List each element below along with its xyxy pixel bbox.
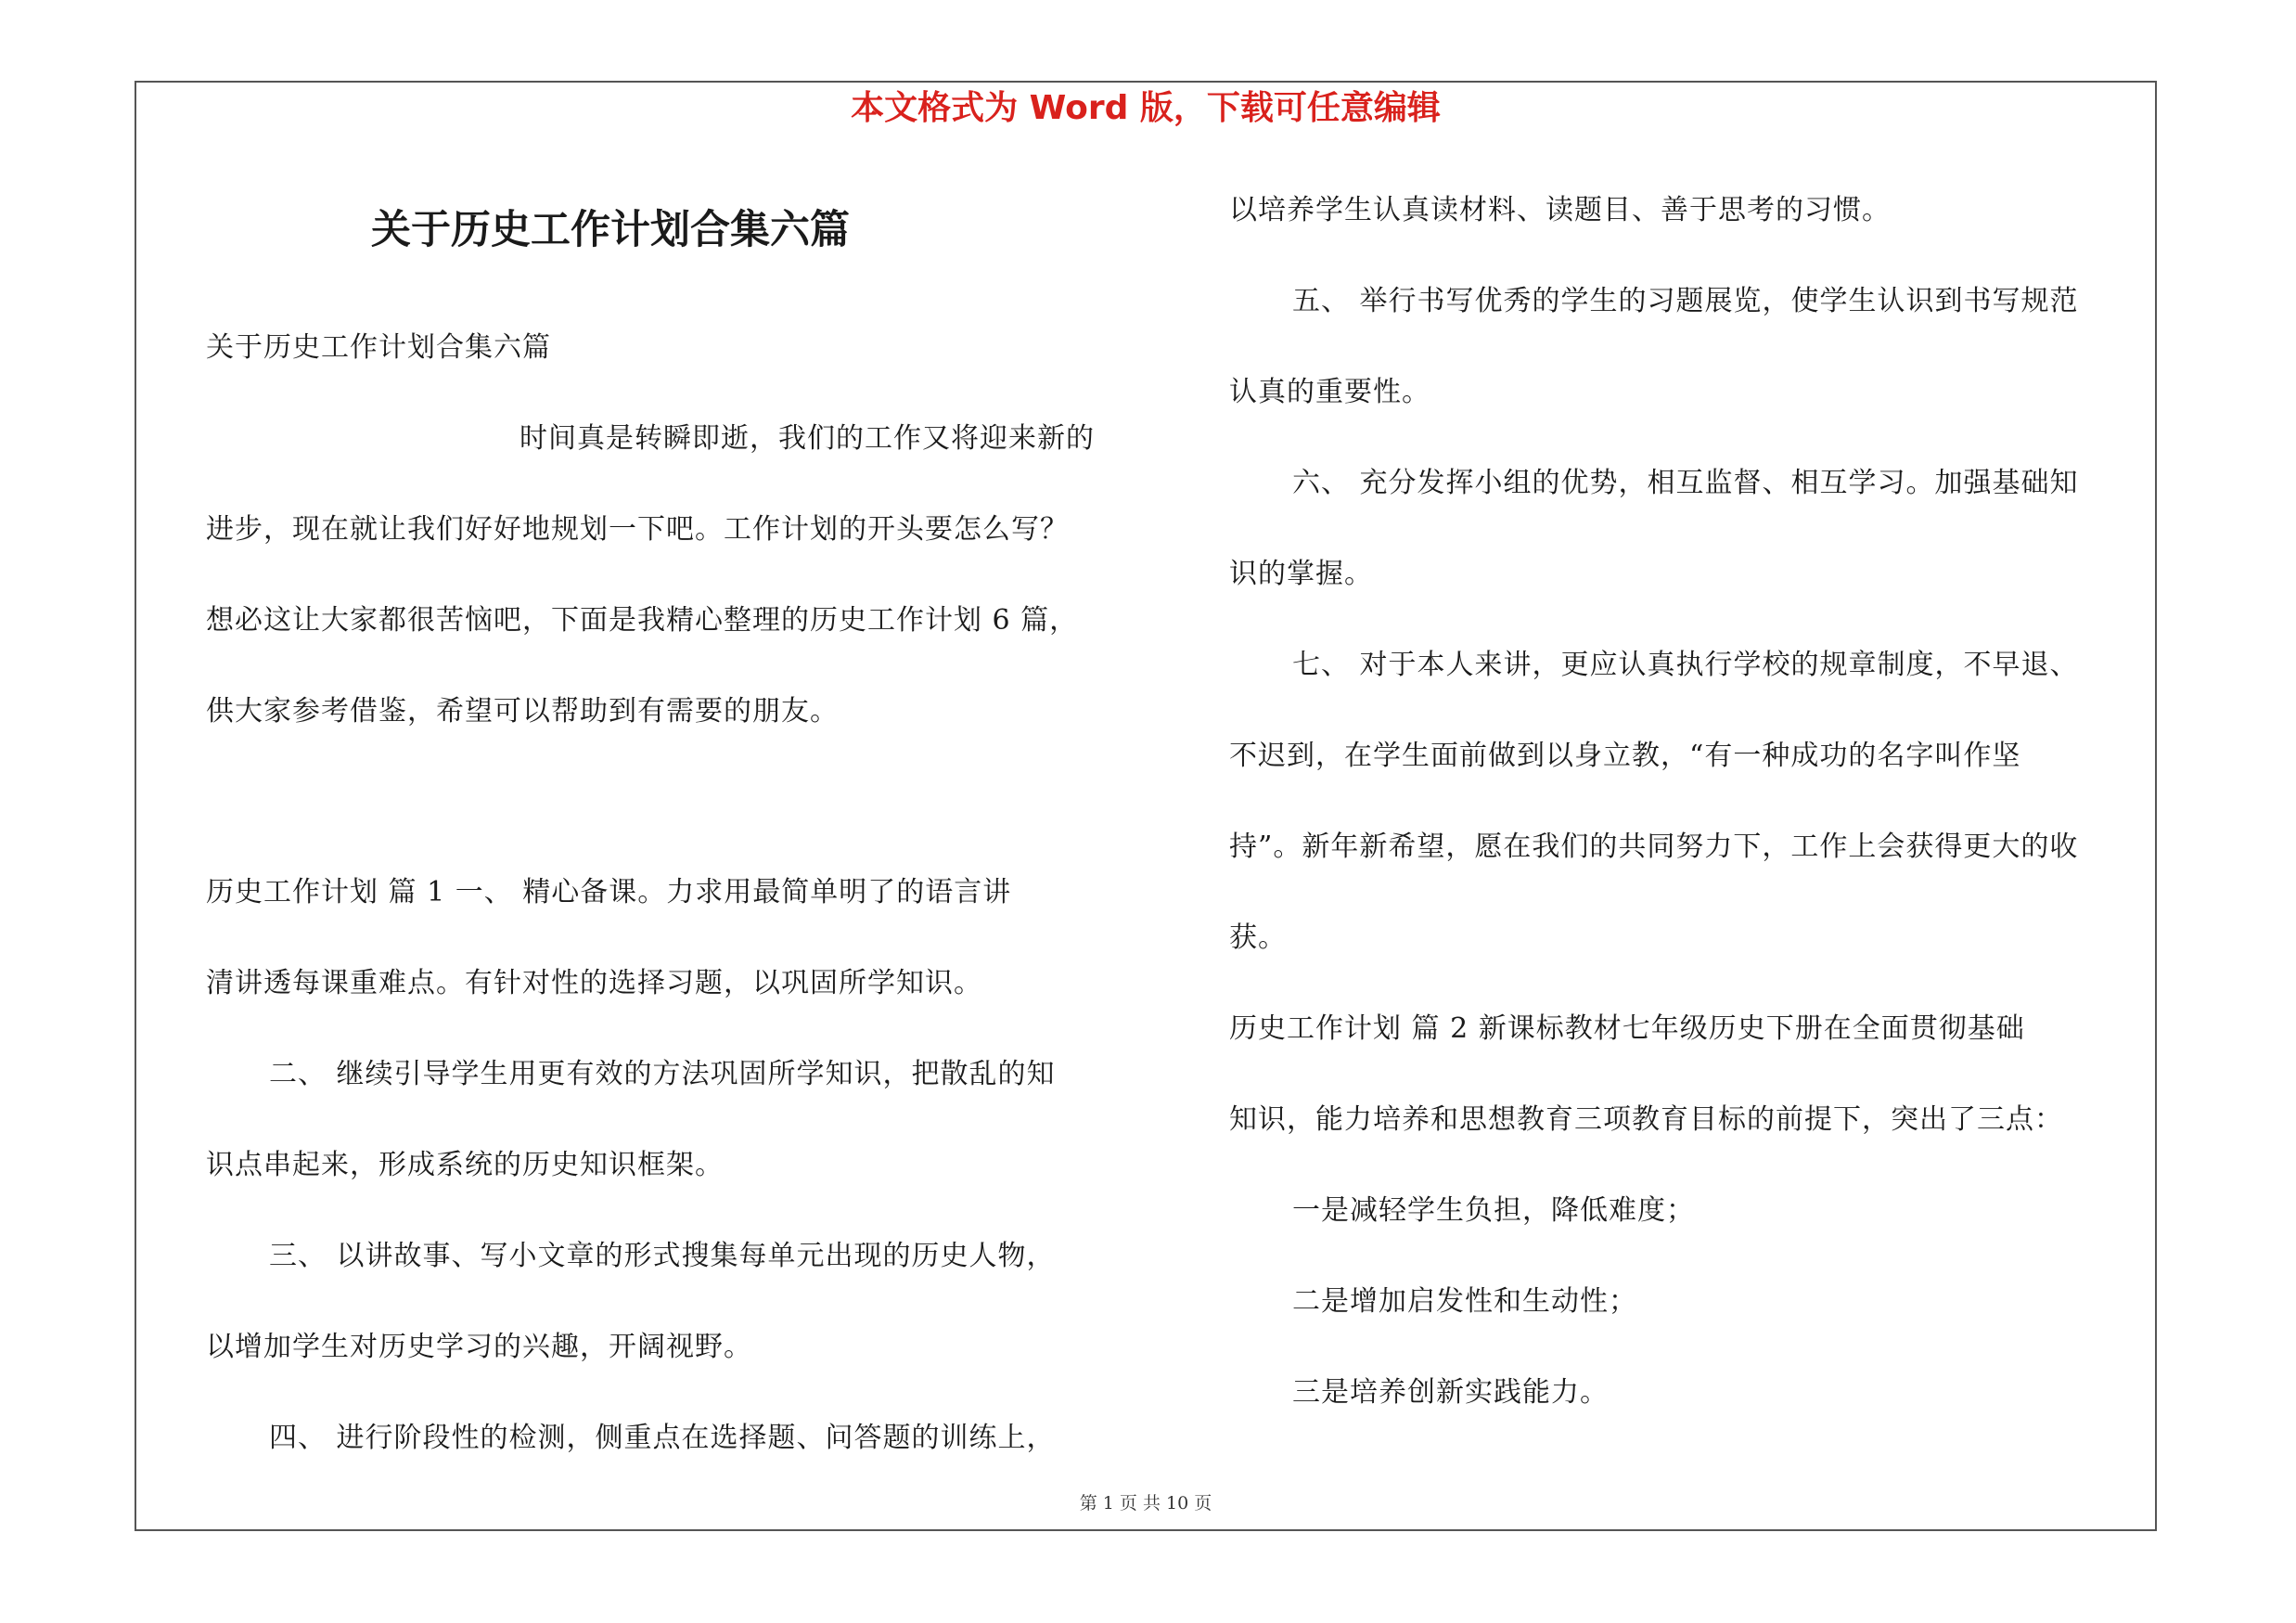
body-line: 认真的重要性。 bbox=[1229, 376, 1430, 408]
document-title: 关于历史工作计划合集六篇 bbox=[371, 207, 850, 253]
body-line: 识的掌握。 bbox=[1229, 558, 1373, 590]
subtitle-line: 关于历史工作计划合集六篇 bbox=[206, 331, 551, 364]
plan-2-heading-line: 历史工作计划 篇 2 新课标教材七年级历史下册在全面贯彻基础 bbox=[1229, 1012, 2025, 1045]
body-line: 六、 充分发挥小组的优势，相互监督、相互学习。加强基础知 bbox=[1292, 467, 2079, 499]
body-line: 二是增加启发性和生动性； bbox=[1292, 1285, 1637, 1318]
intro-line: 进步，现在就让我们好好地规划一下吧。工作计划的开头要怎么写？ bbox=[206, 513, 1069, 546]
intro-line: 想必这让大家都很苦恼吧，下面是我精心整理的历史工作计划 6 篇， bbox=[206, 604, 1079, 637]
intro-line: 时间真是转瞬即逝，我们的工作又将迎来新的 bbox=[519, 422, 1095, 455]
body-line: 持”。新年新希望，愿在我们的共同努力下，工作上会获得更大的收 bbox=[1229, 831, 2079, 863]
body-line: 清讲透每课重难点。有针对性的选择习题，以巩固所学知识。 bbox=[206, 967, 982, 999]
body-line: 三、 以讲故事、写小文章的形式搜集每单元出现的历史人物， bbox=[269, 1240, 1056, 1272]
body-line: 二、 继续引导学生用更有效的方法巩固所学知识，把散乱的知 bbox=[269, 1058, 1056, 1090]
body-line: 知识，能力培养和思想教育三项教育目标的前提下，突出了三点： bbox=[1229, 1103, 2063, 1136]
body-line: 以增加学生对历史学习的兴趣，开阔视野。 bbox=[206, 1331, 752, 1363]
body-line: 识点串起来，形成系统的历史知识框架。 bbox=[206, 1149, 724, 1181]
body-line: 不迟到，在学生面前做到以身立教，“有一种成功的名字叫作坚 bbox=[1229, 740, 2021, 772]
format-banner: 本文格式为 Word 版，下载可任意编辑 bbox=[851, 89, 1441, 127]
body-line: 以培养学生认真读材料、读题目、善于思考的习惯。 bbox=[1229, 194, 1891, 226]
intro-line: 供大家参考借鉴，希望可以帮助到有需要的朋友。 bbox=[206, 695, 839, 728]
body-line: 五、 举行书写优秀的学生的习题展览，使学生认识到书写规范 bbox=[1292, 285, 2079, 317]
body-line: 获。 bbox=[1229, 921, 1287, 954]
body-line: 四、 进行阶段性的检测，侧重点在选择题、问答题的训练上， bbox=[269, 1422, 1056, 1454]
plan-1-heading-line: 历史工作计划 篇 1 一、 精心备课。力求用最简单明了的语言讲 bbox=[206, 876, 1012, 908]
body-line: 三是培养创新实践能力。 bbox=[1292, 1376, 1609, 1409]
body-line: 七、 对于本人来讲，更应认真执行学校的规章制度，不早退、 bbox=[1292, 649, 2079, 681]
body-line: 一是减轻学生负担，降低难度； bbox=[1292, 1194, 1695, 1227]
page-number-footer: 第 1 页 共 10 页 bbox=[1079, 1493, 1212, 1514]
